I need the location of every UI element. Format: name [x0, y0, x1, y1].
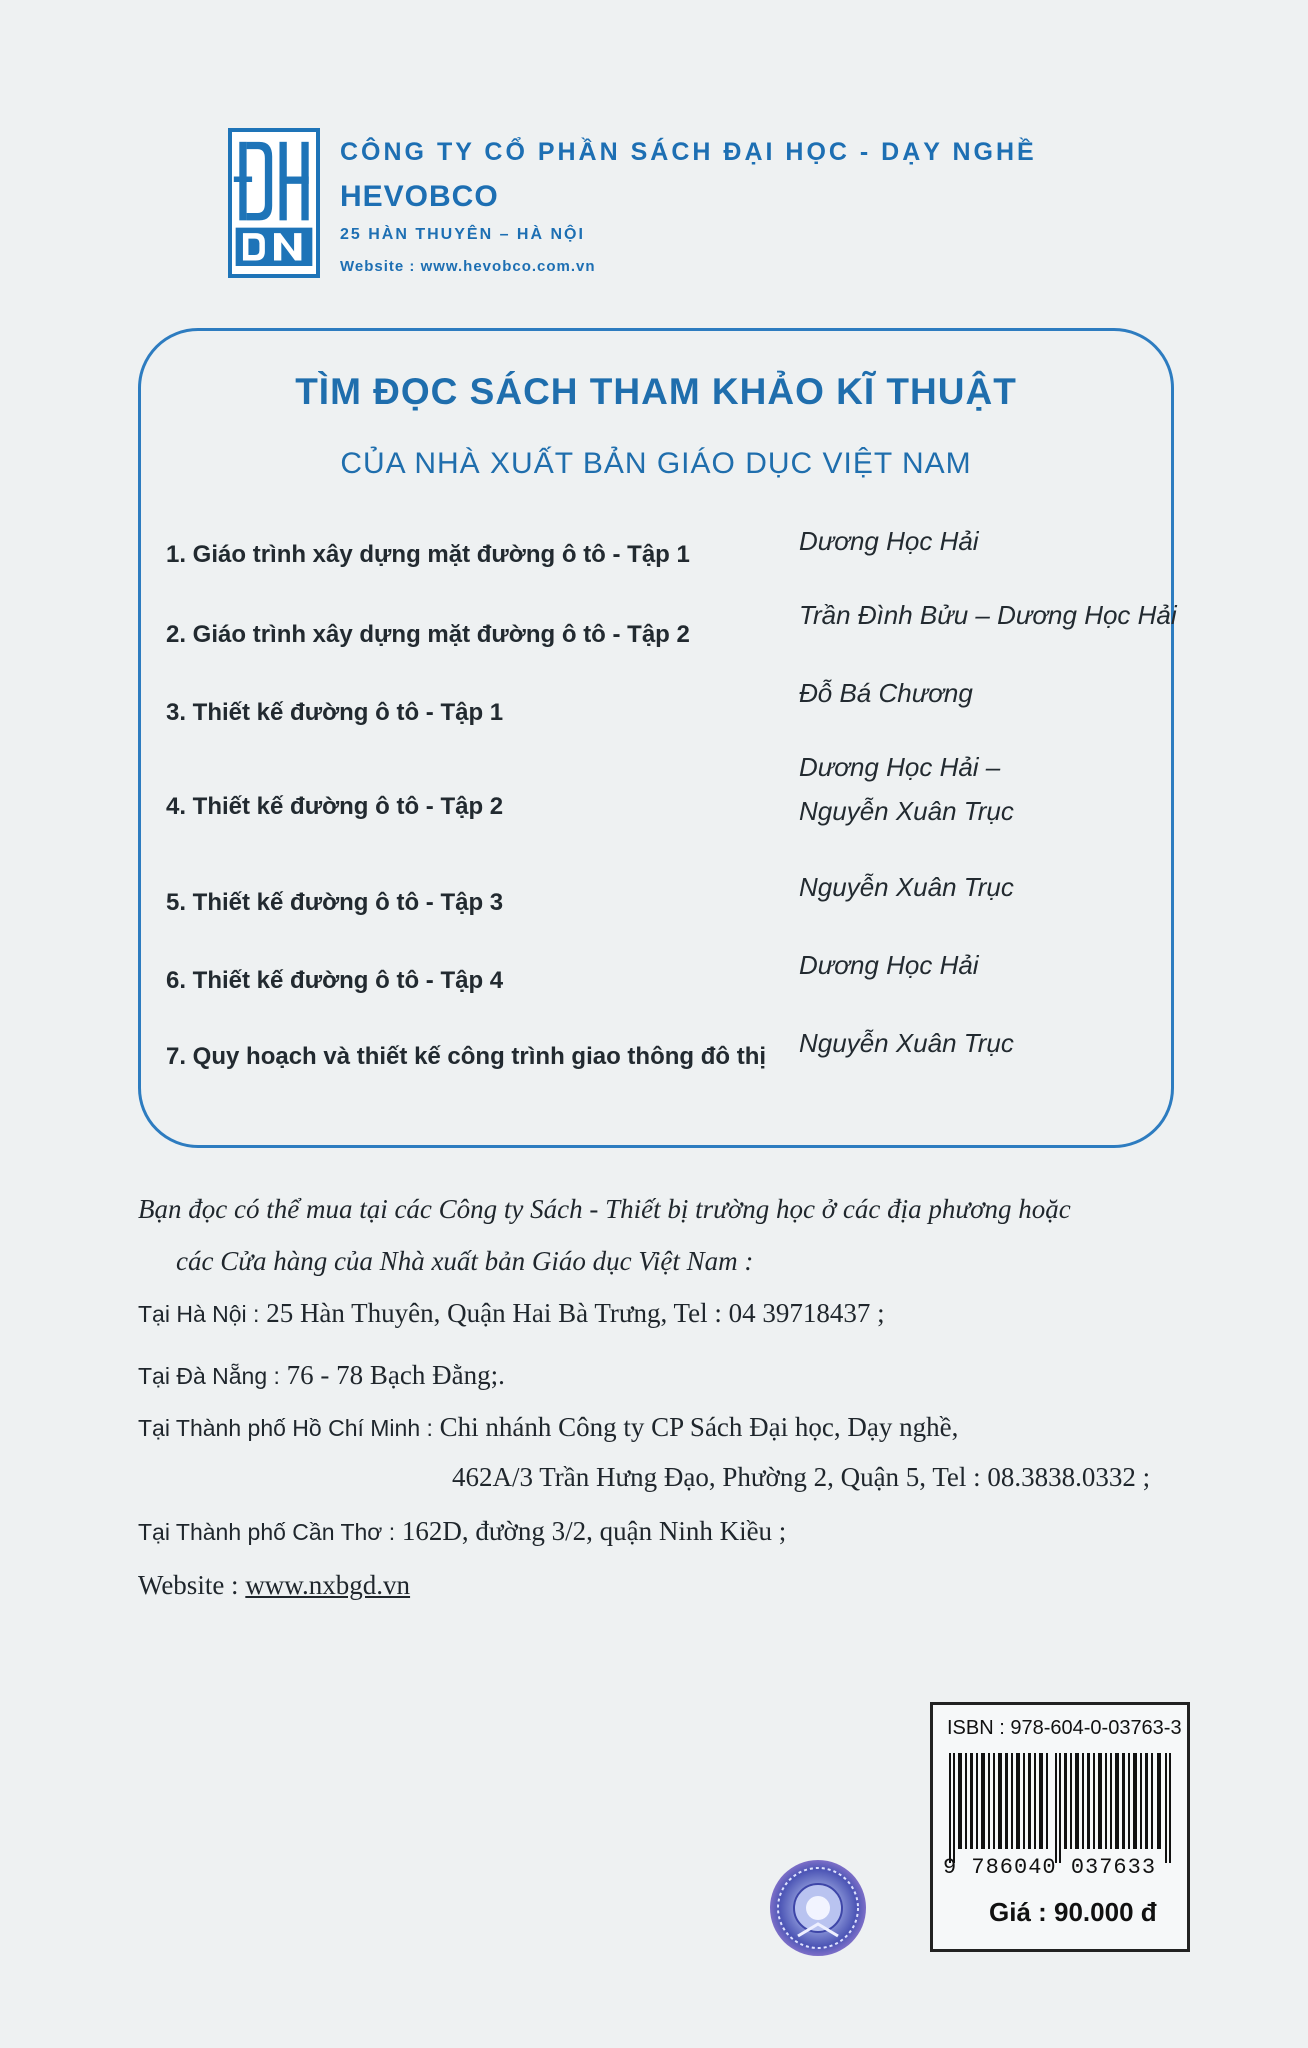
barcode-digits: 9 786040 037633: [943, 1855, 1157, 1880]
book-title-1: 1. Giáo trình xây dựng mặt đường ô tô - Tập 1: [166, 541, 690, 568]
address-cantho-text: 162D, đường 3/2, quận Ninh Kiều ;: [401, 1516, 787, 1546]
reference-title: TÌM ĐỌC SÁCH THAM KHẢO KĨ THUẬT: [295, 371, 1017, 412]
address-cantho-label: Tại Thành phố Cần Thơ :: [138, 1519, 396, 1545]
address-cantho: [138, 1516, 786, 1547]
book-title-7: 7. Quy hoạch và thiết kế công trình giao thông đô thị: [166, 1043, 767, 1070]
address-danang-text: 76 - 78 Bạch Đằng;.: [286, 1360, 505, 1390]
publisher-logo-icon: [232, 132, 316, 274]
isbn-box: [930, 1702, 1190, 1952]
publisher-website: Website : www.hevobco.com.vn: [340, 258, 596, 275]
address-hanoi-label: Tại Hà Nội :: [138, 1301, 260, 1327]
publisher-name: CÔNG TY CỔ PHẦN SÁCH ĐẠI HỌC - DẠY NGHỀ: [340, 138, 1037, 166]
address-hcm-line2: 462A/3 Trần Hưng Đạo, Phường 2, Quận 5, Tel : 08.3838.0332 ;: [452, 1462, 1151, 1492]
address-danang-label: Tại Đà Nẵng :: [138, 1363, 280, 1389]
reference-books-box: [138, 328, 1177, 1148]
book-author-1: Dương Học Hải: [799, 526, 979, 556]
publisher-address: 25 HÀN THUYÊN – HÀ NỘI: [340, 226, 585, 243]
address-hcm: [138, 1412, 958, 1443]
address-hanoi: [138, 1298, 885, 1329]
hologram-seal-icon: [768, 1858, 868, 1958]
address-hanoi-text: 25 Hàn Thuyên, Quận Hai Bà Trưng, Tel : 04 39718437 ;: [266, 1298, 885, 1328]
address-danang: [138, 1360, 505, 1391]
publisher-short-name: HEVOBCO: [340, 180, 499, 213]
publisher-logo: [228, 128, 320, 278]
purchase-website: [138, 1570, 410, 1601]
book-author-4-line2: Nguyễn Xuân Trục: [799, 796, 1014, 826]
book-title-3: 3. Thiết kế đường ô tô - Tập 1: [166, 699, 504, 726]
address-hcm-label: Tại Thành phố Hồ Chí Minh :: [138, 1415, 433, 1441]
book-title-5: 5. Thiết kế đường ô tô - Tập 3: [166, 889, 504, 916]
isbn-label: ISBN : 978-604-0-03763-3: [947, 1717, 1182, 1739]
purchase-website-label: Website :: [138, 1570, 239, 1600]
address-hcm-text: Chi nhánh Công ty CP Sách Đại học, Dạy nghề,: [439, 1412, 959, 1442]
reference-subtitle: CỦA NHÀ XUẤT BẢN GIÁO DỤC VIỆT NAM: [340, 447, 972, 480]
purchase-intro-line2: các Cửa hàng của Nhà xuất bản Giáo dục Việt Nam :: [176, 1246, 754, 1276]
book-author-3: Đỗ Bá Chương: [799, 678, 973, 708]
book-title-2: 2. Giáo trình xây dựng mặt đường ô tô - Tập 2: [166, 621, 690, 648]
book-author-6: Dương Học Hải: [799, 950, 979, 980]
book-title-4: 4. Thiết kế đường ô tô - Tập 2: [166, 793, 504, 820]
price-label: Giá : 90.000 đ: [989, 1897, 1157, 1927]
purchase-intro-line1: Bạn đọc có thể mua tại các Công ty Sách - Thiết bị trường học ở các địa phương hoặc: [138, 1194, 1071, 1224]
book-title-6: 6. Thiết kế đường ô tô - Tập 4: [166, 967, 504, 994]
book-author-4: Dương Học Hải –: [799, 752, 1001, 782]
barcode-icon: [945, 1753, 1177, 1863]
book-author-5: Nguyễn Xuân Trục: [799, 872, 1014, 902]
purchase-website-link[interactable]: www.nxbgd.vn: [245, 1570, 411, 1600]
book-author-7: Nguyễn Xuân Trục: [799, 1028, 1014, 1058]
book-author-2: Trần Đình Bửu – Dương Học Hải: [799, 600, 1177, 630]
